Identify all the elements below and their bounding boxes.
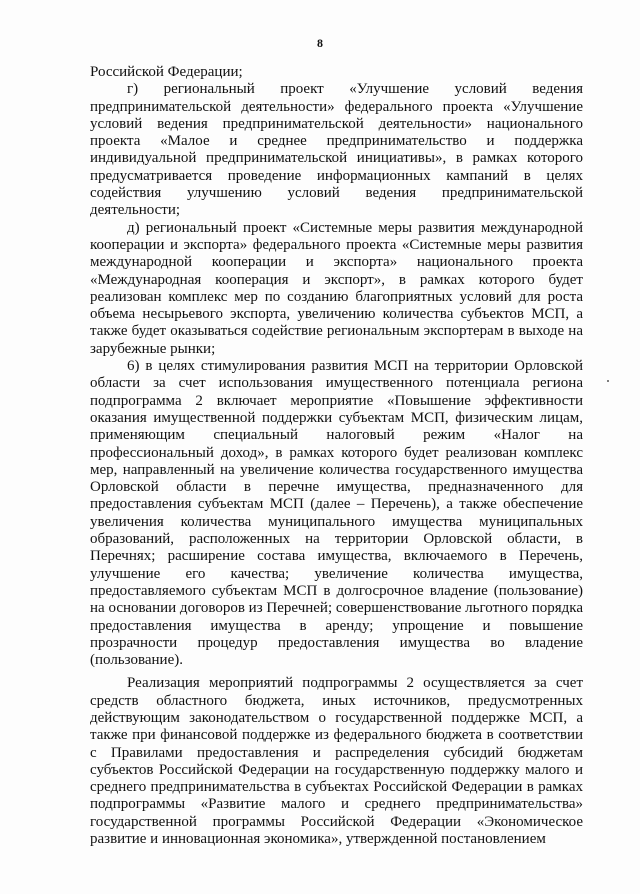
document-body <box>90 64 583 848</box>
scan-speck <box>607 380 609 382</box>
paragraph-item-6: 6) в целях стимулирования развития МСП на территории Орловской области за счет использования имущественного потенциала региона подпрограмма 2 включает мероприятие «Повышение эффективности оказания имущественной поддержки субъектам МСП, физическим лицам, применяющим специальный налоговый режим «Налог на профессиональный доход», в рамках которого будет реализован комплекс мер, направленный на увеличение количества государственного имущества Орловской области в перечне имущества, предназначенного для предоставления субъектам МСП (далее – Перечень), а также обеспечение увеличения количества муниципального имущества муниципальных образований, расположенных на территории Орловской области, в Перечнях; расширение состава имущества, включаемого в Перечень, улучшение его качества; увеличение количества имущества, предоставляемого субъектам МСП в долгосрочное владение (пользование) на основании договоров из Перечней; совершенствование льготного порядка предоставления имущества в аренду; упрощение и повышение прозрачности процедур предоставления имущества во владение (пользование). <box>90 358 583 669</box>
paragraph-item-d: д) региональный проект «Системные меры развития международной кооперации и экспорта» федерального проекта «Системные меры развития международной кооперации и экспорта» национального проекта «Международная кооперация и экспорт», в рамках которого будет реализован комплекс мер по созданию благоприятных условий для роста объема несырьевого экспорта, увеличению количества субъектов МСП, а также будет оказываться содействие региональным экспортерам в выходе на зарубежные рынки; <box>90 219 583 357</box>
paragraph-continuation: Российской Федерации; <box>90 64 243 80</box>
paragraph-item-g: г) региональный проект «Улучшение условий ведения предпринимательской деятельности» федерального проекта «Улучшение условий ведения предпринимательской деятельности» национального проекта «Малое и среднее предпринимательство и поддержка индивидуальной предпринимательской инициативы», в рамках которого предусматривается проведение информационных кампаний в целях содействия улучшению условий ведения предпринимательской деятельности; <box>90 81 583 219</box>
page-number: 8 <box>317 36 323 50</box>
paragraph-financing: Реализация мероприятий подпрограммы 2 осуществляется за счет средств областного бюджета, иных источников, предусмотренных действующим законодательством о государственной поддержке МСП, а также при финансовой поддержке из федерального бюджета в соответствии с Правилами предоставления и распределения субсидий бюджетам субъектов Российской Федерации на государственную поддержку малого и среднего предпринимательства в субъектах Российской Федерации в рамках подпрограммы «Развитие малого и среднего предпринимательства» государственной программы Российской Федерации «Экономическое развитие и инновационная экономика», утвержденной постановлением <box>90 675 583 848</box>
